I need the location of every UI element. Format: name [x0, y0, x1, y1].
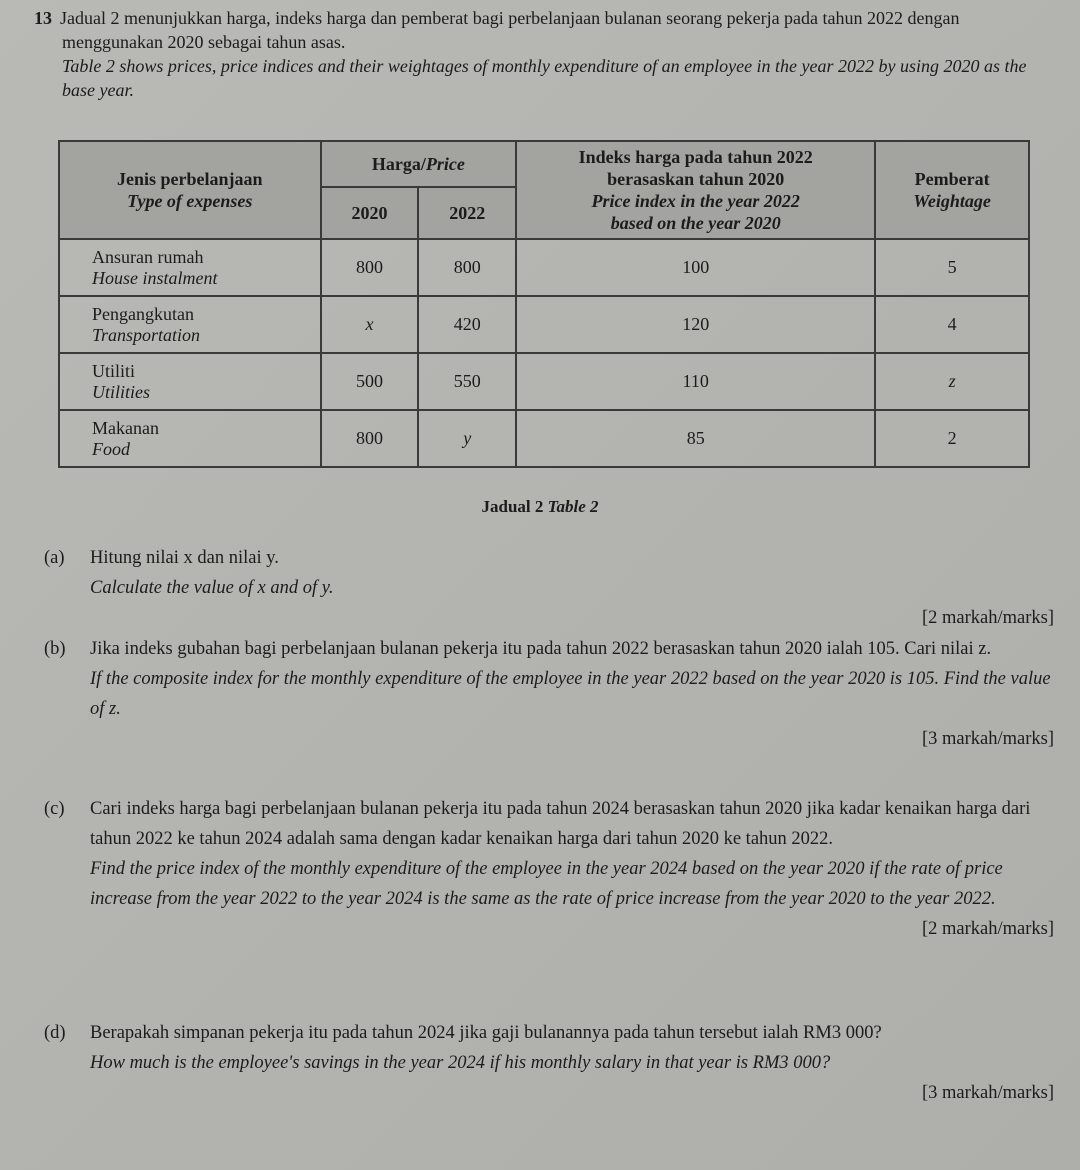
price-index: 120: [516, 296, 875, 353]
header-index: Indeks harga pada tahun 2022 berasaskan tahun 2020 Price index in the year 2022 based on the year 2020: [516, 141, 875, 239]
question-number: 13: [34, 8, 52, 28]
question-d: (d) Berapakah simpanan pekerja itu pada tahun 2024 jika gaji bulanannya pada tahun tersebut ialah RM3 000? How much is the employee's savings in the year 2024 if his monthly salary in that year is RM3 000? [3 markah/marks]: [44, 1018, 1054, 1108]
intro-malay: Jadual 2 menunjukkan harga, indeks harga dan pemberat bagi perbelanjaan bulanan seorang pekerja pada tahun 2022 dengan menggunakan 2020 sebagai tahun asas.: [60, 8, 960, 52]
price-index: 110: [516, 353, 875, 410]
table-caption: Jadual 2 Table 2: [481, 497, 599, 516]
intro-english: Table 2 shows prices, price indices and their weightages of monthly expenditure of an employee in the year 2022 by using 2020 as the base year.: [62, 56, 1027, 100]
marks: [3 markah/marks]: [921, 1083, 1054, 1103]
header-year-2022: 2022: [418, 187, 516, 239]
table-row: [59, 410, 1029, 467]
question-c: (c) Cari indeks harga bagi perbelanjaan bulanan pekerja itu pada tahun 2024 berasaskan tahun 2020 jika kadar kenaikan harga dari tahun 2022 ke tahun 2024 adalah sama dengan kadar kenaikan harga dari tahun 2020 ke tahun 2022. Find the price index of the monthly expenditure of the employee in the year 2024 based on the year 2020 if the rate of price increase from the year 2022 to the year 2024 is the same as the rate of price increase from the year 2020 to the year 2022. [2 markah/marks]: [44, 794, 1054, 944]
table-row: [59, 296, 1029, 353]
price-2020: 800: [321, 410, 419, 467]
price-2020: 500: [321, 353, 419, 410]
weightage: 5: [875, 239, 1029, 296]
weightage: z: [875, 353, 1029, 410]
price-2022: 800: [418, 239, 516, 296]
marks: [2 markah/marks]: [921, 608, 1054, 628]
price-2022: 550: [418, 353, 516, 410]
price-index-table: [58, 140, 1030, 468]
question-intro: [34, 6, 1054, 102]
table-row: [59, 239, 1029, 296]
header-weightage: Pemberat Weightage: [875, 141, 1029, 239]
table-row: [59, 353, 1029, 410]
header-year-2020: 2020: [321, 187, 419, 239]
marks: [3 markah/marks]: [921, 729, 1054, 749]
price-index: 100: [516, 239, 875, 296]
expense-type: Ansuran rumah House instalment: [59, 239, 321, 296]
weightage: 4: [875, 296, 1029, 353]
price-index: 85: [516, 410, 875, 467]
price-2022: 420: [418, 296, 516, 353]
expense-type: Pengangkutan Transportation: [59, 296, 321, 353]
header-type: Jenis perbelanjaan Type of expenses: [59, 141, 321, 239]
price-2020: 800: [321, 239, 419, 296]
question-b: (b) Jika indeks gubahan bagi perbelanjaan bulanan pekerja itu pada tahun 2022 berasaskan tahun 2020 ialah 105. Cari nilai z. If the composite index for the monthly expenditure of the employee in the year 2022 based on the year 2020 is 105. Find the value of z. [3 markah/marks]: [44, 634, 1054, 754]
price-2020: x: [321, 296, 419, 353]
weightage: 2: [875, 410, 1029, 467]
marks: [2 markah/marks]: [921, 919, 1054, 939]
header-price: Harga/Price: [321, 141, 517, 187]
price-2022: y: [418, 410, 516, 467]
expense-type: Makanan Food: [59, 410, 321, 467]
expense-type: Utiliti Utilities: [59, 353, 321, 410]
question-a: (a) Hitung nilai x dan nilai y. Calculate the value of x and of y. [2 markah/marks]: [44, 543, 1054, 633]
